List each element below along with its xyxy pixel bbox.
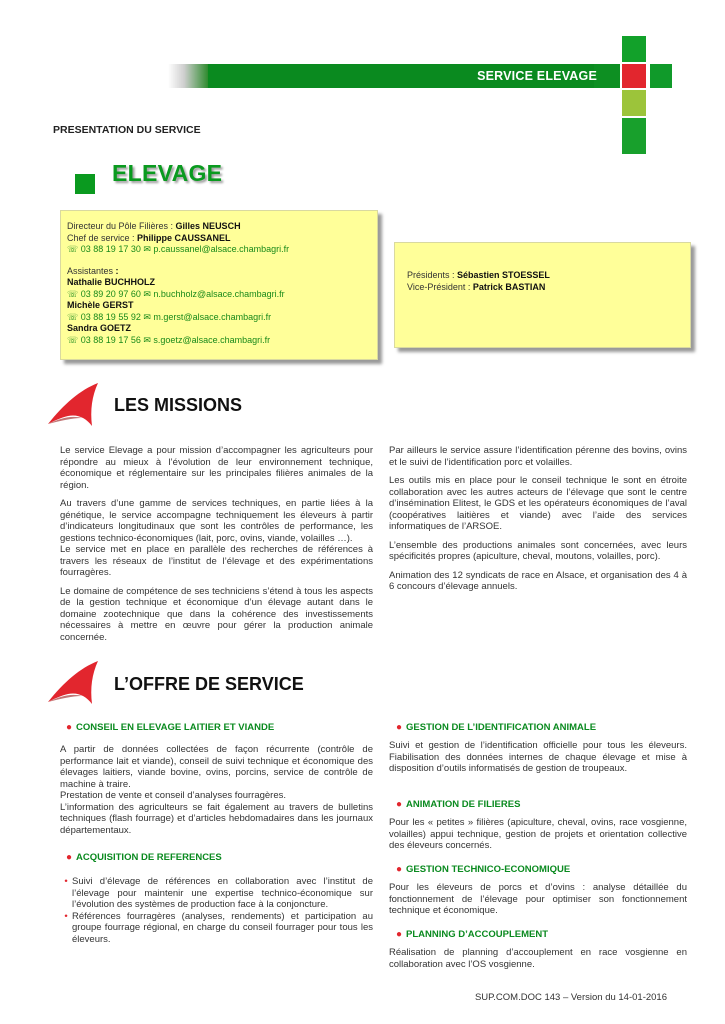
phone-icon: ☏ bbox=[67, 334, 79, 345]
header-fade bbox=[168, 64, 208, 88]
acquisition-heading: ● ACQUISITION DE REFERENCES bbox=[66, 852, 222, 863]
header-square-red bbox=[622, 64, 646, 88]
conseil-heading: ● CONSEIL EN ELEVAGE LAITIER ET VIANDE bbox=[66, 722, 275, 733]
red-triangle-logo-icon bbox=[46, 660, 100, 704]
header-title: SERVICE ELEVAGE bbox=[477, 69, 597, 83]
contacts-box-left bbox=[60, 210, 378, 360]
paragraph: Au travers d’une gamme de services techniques, en partie liées à la génétique, le service accompagne techniquement les éleveurs à partir d’indicateurs longitudinaux que sont les contrôles de performance, les gestions technico-économiques (lait, porc, ovins, viande, volailles …). bbox=[60, 498, 373, 544]
vice-president-name: Patrick BASTIAN bbox=[472, 281, 546, 292]
president-line: Présidents : Sébastien STOESSEL bbox=[407, 270, 550, 280]
header-square-bottom bbox=[622, 118, 646, 154]
paragraph: Animation des 12 syndicats de race en Alsace, et organisation des 4 à 6 concours d’élevage annuels. bbox=[389, 569, 687, 592]
paragraph: Le domaine de compétence de ses techniciens s’étend à tous les aspects de la gestion technique et économique d’un élevage autant dans le domaine zootechnique que dans la cohérence des investissements nécessaires à mettre en œuvre pour gérer la production animale concernée. bbox=[60, 585, 373, 643]
bullet-dot-icon: ● bbox=[396, 722, 403, 733]
person-phone: 03 88 19 55 92 bbox=[80, 311, 141, 322]
offre-title: L’OFFRE DE SERVICE bbox=[114, 674, 304, 694]
bullet-dot-icon: ● bbox=[396, 799, 403, 810]
footer-reference: SUP.COM.DOC 143 – Version du 14-01-2016 bbox=[474, 992, 667, 1003]
person-contact bbox=[67, 335, 371, 347]
phone-icon: ☏ bbox=[67, 288, 79, 299]
technico-heading: ● GESTION TECHNICO-ECONOMIQUE bbox=[396, 864, 571, 875]
bullet-dot-icon: ● bbox=[66, 722, 73, 733]
email-icon: ✉ bbox=[143, 334, 151, 345]
paragraph: A partir de données collectées de façon récurrente (contrôle de performance lait et viande), conseil de suivi technique et économique des élevages laitiers, viande bovine, ovins, porcins, service de contrôle de machine à traire. bbox=[60, 744, 373, 790]
header-square-top bbox=[622, 36, 646, 62]
paragraph: Prestation de vente et conseil d’analyses fourragères. bbox=[60, 790, 287, 801]
phone-icon: ☏ bbox=[67, 311, 79, 322]
person-name: Sandra GOETZ bbox=[67, 323, 132, 333]
conseil-text bbox=[60, 744, 373, 836]
bullet-dot-icon: ● bbox=[396, 864, 403, 875]
bullet-dot-icon: ● bbox=[396, 929, 403, 940]
red-triangle-logo-icon bbox=[46, 382, 100, 426]
identification-text: Suivi et gestion de l’identification officielle pour tous les éleveurs. Fiabilisation des données internes de chaque élevage et mise à disposition d’outils informatisés de gestion de troupeaux. bbox=[389, 740, 687, 774]
technico-text: Pour les éleveurs de porcs et d’ovins : analyse détaillée du fonctionnement de l’élevage pour optimiser son fonctionnement technique et économique. bbox=[389, 882, 687, 916]
email-icon: ✉ bbox=[143, 244, 151, 254]
missions-right-column bbox=[389, 445, 687, 600]
chef-line: Chef de service : Philippe CAUSSANEL bbox=[67, 232, 231, 243]
title-square-icon bbox=[75, 174, 95, 194]
header-square-right bbox=[650, 64, 672, 88]
chef-name: Philippe CAUSSANEL bbox=[137, 232, 231, 243]
identification-heading: ● GESTION DE L’IDENTIFICATION ANIMALE bbox=[396, 722, 597, 733]
phone-icon: ☏ bbox=[67, 244, 79, 254]
list-item: • Suivi d’élevage de références en collaboration avec l’institut de l’élevage pour maintenir une expertise technico-économique sur l’évolution des systèmes de production face à la conjoncture. bbox=[60, 876, 373, 911]
paragraph: Les outils mis en place pour le conseil technique le sont en étroite collaboration avec les autres acteurs de l’élevage que sont le centre d’insémination Elitest, le GDS et les opérateurs économiques de l’aval (coopératives laitières et viande) avec l’aide des services informatiques de l’ARSOE. bbox=[389, 475, 687, 532]
page-title: ELEVAGE bbox=[112, 160, 223, 186]
header-square-left bbox=[594, 64, 620, 88]
missions-left-column bbox=[60, 445, 373, 650]
chef-contact bbox=[67, 244, 371, 256]
chef-phone: 03 88 19 17 30 bbox=[80, 244, 141, 254]
planning-heading: ● PLANNING D’ACCOUPLEMENT bbox=[396, 929, 549, 940]
animation-heading: ● ANIMATION DE FILIERES bbox=[396, 799, 521, 810]
person-email[interactable]: n.buchholz@alsace.chambagri.fr bbox=[153, 288, 285, 299]
person-email[interactable]: m.gerst@alsace.chambagri.fr bbox=[153, 311, 272, 322]
header-square-lime bbox=[622, 90, 646, 116]
paragraph: L’ensemble des productions animales sont concernées, avec leurs spécificités propres (apiculture, cheval, moutons, volailles, porc). bbox=[389, 539, 687, 562]
directeur-name: Gilles NEUSCH bbox=[175, 221, 241, 231]
bullet-dot-icon: ● bbox=[66, 852, 73, 863]
chef-email[interactable]: p.caussanel@alsace.chambagri.fr bbox=[153, 244, 290, 254]
vice-president-line: Vice-Président : Patrick BASTIAN bbox=[407, 281, 546, 292]
list-item: • Références fourragères (analyses, rendements) et participation au groupe fourrage régional, en charge du conseil fourrager pour tous les éleveurs. bbox=[60, 911, 373, 946]
bullet-icon: • bbox=[64, 910, 68, 922]
bullet-icon: • bbox=[64, 876, 68, 887]
directeur-line: Directeur du Pôle Filières : Gilles NEUSCH bbox=[67, 221, 241, 231]
contacts-box-right bbox=[394, 242, 691, 348]
assistantes-label: Assistantes : bbox=[67, 265, 119, 276]
paragraph: Le service met en place en parallèle des recherches de références à travers les réseaux de l’institut de l’élevage et des expérimentations fourragères. bbox=[60, 544, 373, 578]
person-phone: 03 88 19 17 56 bbox=[80, 334, 141, 345]
person-contact bbox=[67, 289, 371, 301]
animation-text: Pour les « petites » filières (apiculture, cheval, ovins, race vosgienne, volailles) appui technique, gestion de projets et orientation collective des éleveurs concernés. bbox=[389, 817, 687, 851]
section-label: PRESENTATION DU SERVICE bbox=[53, 124, 201, 136]
missions-title: LES MISSIONS bbox=[114, 395, 243, 415]
email-icon: ✉ bbox=[143, 288, 151, 299]
president-name: Sébastien STOESSEL bbox=[457, 270, 550, 280]
person-name: Michèle GERST bbox=[67, 300, 134, 310]
email-icon: ✉ bbox=[143, 311, 151, 322]
planning-text: Réalisation de planning d’accouplement en race vosgienne en collaboration avec l’OS vosgienne. bbox=[389, 947, 687, 970]
person-contact bbox=[67, 312, 371, 324]
acquisition-text bbox=[60, 876, 373, 945]
paragraph: Le service Elevage a pour mission d’accompagner les agriculteurs pour répondre au mieux à l’évolution de leur environnement technique, économique et réglementaire sur les principales filières animales de la région. bbox=[60, 445, 373, 491]
person-email[interactable]: s.goetz@alsace.chambagri.fr bbox=[153, 334, 271, 345]
person-name: Nathalie BUCHHOLZ bbox=[67, 277, 156, 287]
paragraph: L’information des agriculteurs se fait également au travers de bulletins techniques (flash fourrage) et d’articles hebdomadaires dans les journaux départementaux. bbox=[60, 801, 373, 836]
person-phone: 03 89 20 97 60 bbox=[80, 288, 141, 299]
paragraph: Par ailleurs le service assure l’identification pérenne des bovins, ovins et le suivi de l’identification porc et volailles. bbox=[389, 445, 687, 468]
